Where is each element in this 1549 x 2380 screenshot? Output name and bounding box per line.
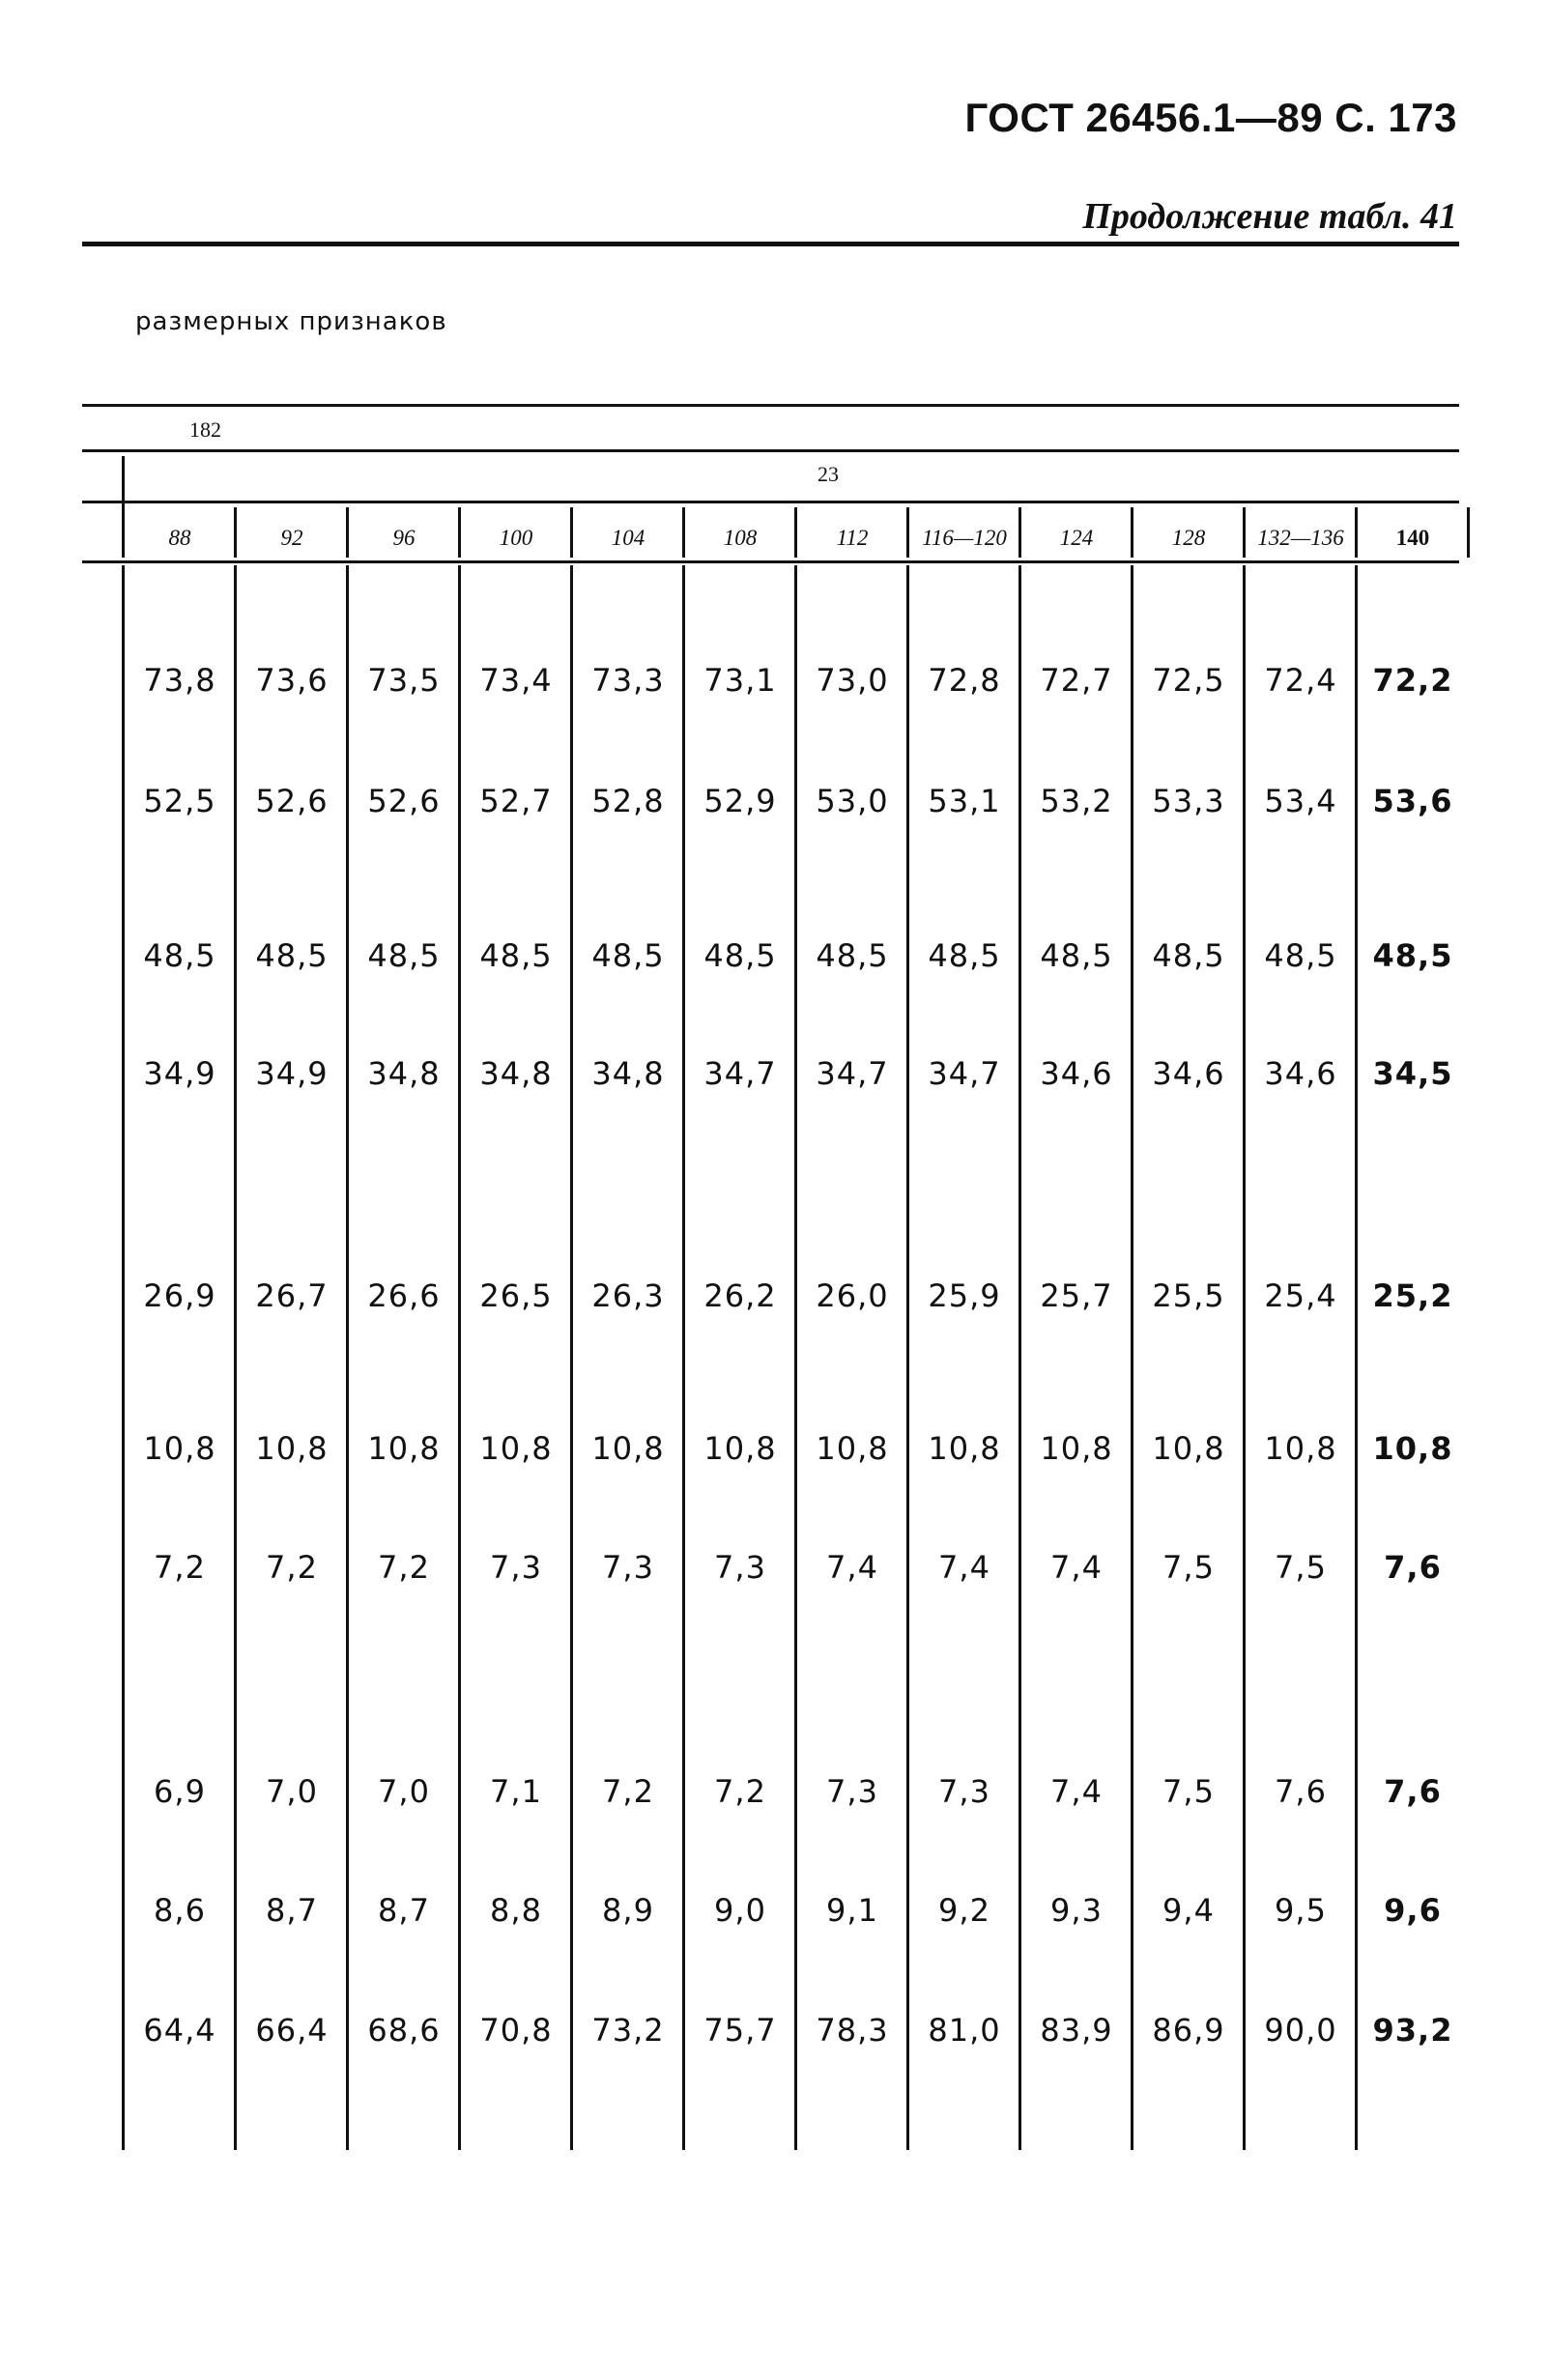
table-cell: 53,0 — [816, 783, 889, 819]
table-cell: 48,5 — [1040, 937, 1113, 974]
column-header: 92 — [280, 526, 303, 550]
table-cell: 64,4 — [143, 2012, 216, 2049]
column-header: 88 — [168, 526, 191, 550]
table-cell: 8,7 — [266, 1892, 318, 1929]
table-cell: 73,0 — [816, 662, 889, 699]
table-rule-2 — [82, 449, 1459, 452]
table-cell: 34,6 — [1040, 1055, 1113, 1092]
table-cell: 7,3 — [826, 1773, 878, 1810]
table-cell: 73,5 — [367, 662, 441, 699]
table-cell: 10,8 — [1152, 1430, 1225, 1467]
table-cell: 53,6 — [1372, 783, 1453, 819]
table-cell: 48,5 — [143, 937, 216, 974]
table-cell: 26,0 — [816, 1277, 889, 1314]
table-cell: 10,8 — [928, 1430, 1001, 1467]
table-continuation-label: Продолжение табл. 41 — [1082, 196, 1457, 237]
table-cell: 25,5 — [1152, 1277, 1225, 1314]
table-cell: 9,4 — [1162, 1892, 1215, 1929]
table-cell: 78,3 — [816, 2012, 889, 2049]
table-cell: 7,3 — [714, 1549, 766, 1586]
table-cell: 48,5 — [928, 937, 1001, 974]
table-cell: 48,5 — [1264, 937, 1337, 974]
header-group-182: 182 — [189, 417, 221, 442]
table-cell: 34,9 — [255, 1055, 329, 1092]
table-cell: 25,9 — [928, 1277, 1001, 1314]
table-cell: 25,7 — [1040, 1277, 1113, 1314]
column-header: 112 — [836, 526, 869, 550]
table-cell: 72,8 — [928, 662, 1001, 699]
table-cell: 52,7 — [479, 783, 553, 819]
table-cell: 10,8 — [816, 1430, 889, 1467]
table-cell: 8,7 — [378, 1892, 430, 1929]
table-cell: 7,6 — [1384, 1549, 1442, 1586]
table-cell: 7,4 — [1050, 1549, 1103, 1586]
table-cell: 53,3 — [1152, 783, 1225, 819]
table-cell: 9,3 — [1050, 1892, 1103, 1929]
table-cell: 34,7 — [816, 1055, 889, 1092]
table-cell: 66,4 — [255, 2012, 329, 2049]
table-cell: 8,8 — [490, 1892, 542, 1929]
table-cell: 52,9 — [703, 783, 777, 819]
table-cell: 52,5 — [143, 783, 216, 819]
table-cell: 53,4 — [1264, 783, 1337, 819]
table-cell: 9,0 — [714, 1892, 766, 1929]
table-cell: 34,5 — [1372, 1055, 1453, 1092]
column-header: 132—136 — [1257, 526, 1344, 550]
table-cell: 34,8 — [367, 1055, 441, 1092]
table-cell: 6,9 — [154, 1773, 206, 1810]
table-cell: 7,6 — [1275, 1773, 1327, 1810]
table-cell: 48,5 — [367, 937, 441, 974]
table-cell: 7,3 — [938, 1773, 990, 1810]
table-cell: 73,1 — [703, 662, 777, 699]
table-cell: 8,9 — [602, 1892, 654, 1929]
table-cell: 26,6 — [367, 1277, 441, 1314]
table-cell: 25,2 — [1372, 1277, 1453, 1314]
table-cell: 10,8 — [591, 1430, 665, 1467]
table-cell: 34,7 — [703, 1055, 777, 1092]
table-cell: 83,9 — [1040, 2012, 1113, 2049]
table-cell: 7,5 — [1162, 1549, 1215, 1586]
table-cell: 7,4 — [938, 1549, 990, 1586]
table-cell: 7,5 — [1275, 1549, 1327, 1586]
column-header: 140 — [1395, 526, 1430, 550]
table-cell: 93,2 — [1372, 2012, 1453, 2049]
table-cell: 73,6 — [255, 662, 329, 699]
table-cell: 70,8 — [479, 2012, 553, 2049]
table-cell: 26,9 — [143, 1277, 216, 1314]
table-cell: 48,5 — [479, 937, 553, 974]
table-cell: 75,7 — [703, 2012, 777, 2049]
table-cell: 10,8 — [367, 1430, 441, 1467]
table-cell: 34,8 — [479, 1055, 553, 1092]
table-cell: 72,5 — [1152, 662, 1225, 699]
table-cell: 9,5 — [1275, 1892, 1327, 1929]
table-cell: 48,5 — [1152, 937, 1225, 974]
table-cell: 52,6 — [255, 783, 329, 819]
table-cell: 7,5 — [1162, 1773, 1215, 1810]
column-header: 104 — [611, 526, 645, 550]
table-cell: 68,6 — [367, 2012, 441, 2049]
table-cell: 8,6 — [154, 1892, 206, 1929]
table-cell: 48,5 — [591, 937, 665, 974]
table-cell: 7,2 — [266, 1549, 318, 1586]
table-cell: 10,8 — [1264, 1430, 1337, 1467]
table-cell: 9,6 — [1384, 1892, 1442, 1929]
table-cell: 7,3 — [602, 1549, 654, 1586]
table-cell: 73,8 — [143, 662, 216, 699]
table-cell: 72,2 — [1372, 662, 1453, 699]
table-cell: 26,2 — [703, 1277, 777, 1314]
column-header: 128 — [1171, 526, 1206, 550]
top-rule — [82, 242, 1459, 246]
table-cell: 10,8 — [479, 1430, 553, 1467]
table-cell: 34,8 — [591, 1055, 665, 1092]
table-cell: 48,5 — [703, 937, 777, 974]
table-cell: 72,4 — [1264, 662, 1337, 699]
table-cell: 7,0 — [378, 1773, 430, 1810]
table-cell: 7,4 — [826, 1549, 878, 1586]
table-cell: 26,3 — [591, 1277, 665, 1314]
header-group-23: 23 — [818, 462, 839, 486]
table-cell: 7,2 — [154, 1549, 206, 1586]
table-cell: 10,8 — [1040, 1430, 1113, 1467]
table-cell: 86,9 — [1152, 2012, 1225, 2049]
table-rule-4 — [82, 560, 1459, 563]
table-cell: 34,6 — [1152, 1055, 1225, 1092]
table-cell: 26,5 — [479, 1277, 553, 1314]
table-cell: 72,7 — [1040, 662, 1113, 699]
table-cell: 7,2 — [602, 1773, 654, 1810]
table-cell: 7,2 — [714, 1773, 766, 1810]
table-cell: 26,7 — [255, 1277, 329, 1314]
table-cell: 52,8 — [591, 783, 665, 819]
column-header: 100 — [499, 526, 533, 550]
table-cell: 34,7 — [928, 1055, 1001, 1092]
table-cell: 90,0 — [1264, 2012, 1337, 2049]
table-cell: 7,6 — [1384, 1773, 1442, 1810]
table-cell: 53,2 — [1040, 783, 1113, 819]
table-cell: 53,1 — [928, 783, 1001, 819]
table-cell: 9,2 — [938, 1892, 990, 1929]
table-cell: 7,1 — [490, 1773, 542, 1810]
column-header: 108 — [723, 526, 758, 550]
table-cell: 7,0 — [266, 1773, 318, 1810]
table-cell: 10,8 — [703, 1430, 777, 1467]
table-cell: 10,8 — [143, 1430, 216, 1467]
table-cell: 48,5 — [255, 937, 329, 974]
table-cell: 48,5 — [1372, 937, 1453, 974]
column-header: 116—120 — [922, 526, 1007, 550]
page-header: ГОСТ 26456.1—89 С. 173 — [964, 95, 1457, 140]
table-cell: 34,6 — [1264, 1055, 1337, 1092]
column-header: 124 — [1059, 526, 1094, 550]
table-cell: 52,6 — [367, 783, 441, 819]
column-header: 96 — [392, 526, 416, 550]
table-cell: 7,4 — [1050, 1773, 1103, 1810]
table-cell: 9,1 — [826, 1892, 878, 1929]
table-cell: 81,0 — [928, 2012, 1001, 2049]
table-rule-3 — [82, 501, 1459, 503]
table-cell: 73,3 — [591, 662, 665, 699]
table-cell: 73,4 — [479, 662, 553, 699]
table-cell: 10,8 — [1372, 1430, 1453, 1467]
table-caption: размерных признаков — [135, 307, 447, 336]
table-cell: 7,3 — [490, 1549, 542, 1586]
table-cell: 34,9 — [143, 1055, 216, 1092]
table-cell: 10,8 — [255, 1430, 329, 1467]
table-cell: 73,2 — [591, 2012, 665, 2049]
table-cell: 25,4 — [1264, 1277, 1337, 1314]
table-cell: 7,2 — [378, 1549, 430, 1586]
table-rule-1 — [82, 404, 1459, 407]
table-cell: 48,5 — [816, 937, 889, 974]
